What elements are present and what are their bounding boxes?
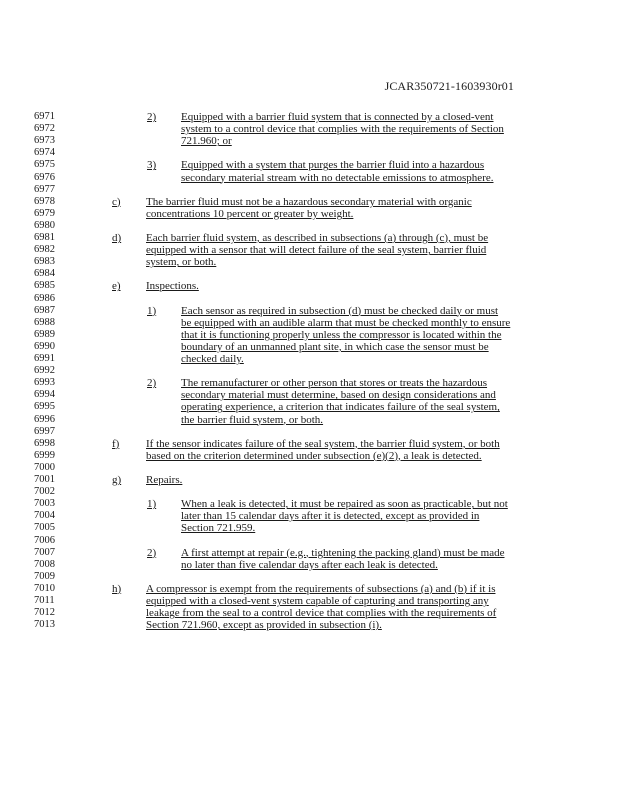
- paragraph-line: boundary of an unmanned plant site, in which case the sensor must be: [181, 340, 489, 353]
- line-number: 6984: [34, 268, 55, 280]
- paragraph-line: Section 721.960, except as provided in subsection (i).: [146, 619, 382, 632]
- paragraph-line: no later than five calendar days after each leak is detected.: [181, 558, 438, 571]
- paragraph-line: be equipped with an audible alarm that must be checked monthly to ensure: [181, 316, 511, 329]
- subsection-marker: 1): [147, 498, 157, 511]
- line-number: 6979: [34, 207, 55, 219]
- paragraph-line: Equipped with a system that purges the barrier fluid into a hazardous: [181, 159, 485, 172]
- line-number: 6972: [34, 123, 55, 135]
- paragraph-line: The barrier fluid must not be a hazardous secondary material with organic: [146, 195, 472, 208]
- line-number: 6996: [34, 413, 55, 425]
- line-number: 7006: [34, 534, 55, 546]
- line-number: 7004: [34, 510, 55, 522]
- line-number: 6987: [34, 304, 55, 316]
- paragraph-line: system, or both.: [146, 256, 217, 269]
- line-number: 6977: [34, 183, 55, 195]
- line-number: 6991: [34, 353, 55, 364]
- paragraph-line: based on the criterion determined under subsection (e)(2), a leak is detected.: [146, 449, 482, 462]
- subsection-marker: d): [112, 232, 122, 244]
- line-number: 7003: [34, 498, 55, 510]
- line-number: 7002: [34, 486, 55, 498]
- line-number: 7013: [34, 619, 55, 631]
- subsection-marker: 1): [147, 304, 157, 317]
- line-number: 6975: [34, 159, 55, 171]
- line-number: 6978: [34, 195, 55, 207]
- subsection-marker: 2): [147, 111, 157, 123]
- line-number: 6997: [34, 425, 55, 437]
- subsection-marker: f): [112, 437, 120, 450]
- paragraph-line: system to a control device that complies with the requirements of Section: [181, 123, 504, 136]
- line-number: 7011: [34, 595, 55, 606]
- subsection-marker: e): [112, 280, 121, 293]
- paragraph-line: Each sensor as required in subsection (d) must be checked daily or must: [181, 304, 499, 317]
- line-number: 6982: [34, 244, 55, 256]
- line-number: 6981: [34, 232, 55, 243]
- paragraph-line: 721.960; or: [181, 135, 232, 148]
- paragraph-line: operating experience, a criterion that indicates failure of the seal system,: [181, 401, 500, 414]
- paragraph-line: Inspections.: [146, 280, 199, 293]
- paragraph-line: A first attempt at repair (e.g., tightening the packing gland) must be made: [181, 546, 505, 559]
- line-number: 6995: [34, 401, 55, 413]
- line-number: 6980: [34, 219, 55, 231]
- paragraph-line: secondary material stream with no detectable emissions to atmosphere.: [181, 171, 494, 184]
- paragraph-line: Each barrier fluid system, as described in subsections (a) through (c), must be: [146, 232, 489, 244]
- line-number: 6989: [34, 328, 55, 340]
- line-number: 6983: [34, 256, 55, 268]
- paragraph-line: equipped with a closed-vent system capable of capturing and transporting any: [146, 595, 489, 607]
- line-number: 6993: [34, 377, 55, 389]
- subsection-marker: g): [112, 474, 122, 486]
- line-number: 6973: [34, 135, 55, 147]
- paragraph-line: The remanufacturer or other person that stores or treats the hazardous: [181, 377, 488, 390]
- line-number: 6994: [34, 389, 55, 401]
- paragraph-line: When a leak is detected, it must be repaired as soon as practicable, but not: [181, 498, 508, 511]
- line-number: 6986: [34, 292, 55, 304]
- paragraph-line: Equipped with a barrier fluid system that is connected by a closed-vent: [181, 111, 494, 123]
- paragraph-line: leakage from the seal to a control device that complies with the requirements of: [146, 607, 497, 620]
- paragraph-line: Repairs.: [146, 474, 183, 486]
- paragraph-line: A compressor is exempt from the requirements of subsections (a) and (b) if it is: [146, 582, 496, 595]
- line-number: 6971: [34, 111, 55, 122]
- paragraph-line: concentrations 10 percent or greater by weight.: [146, 207, 354, 220]
- line-number: 7009: [34, 570, 55, 582]
- line-number: 6990: [34, 340, 55, 352]
- line-number: 7000: [34, 461, 55, 473]
- line-number: 7008: [34, 558, 55, 570]
- line-number: 7001: [34, 474, 55, 485]
- line-number: 6998: [34, 437, 55, 449]
- subsection-marker: 2): [147, 546, 157, 559]
- line-number: 7012: [34, 607, 55, 619]
- document-id-header: JCAR350721-1603930r01: [384, 79, 514, 93]
- paragraph-line: Section 721.959.: [181, 522, 256, 535]
- line-number: 7010: [34, 582, 55, 594]
- subsection-marker: c): [112, 195, 121, 208]
- paragraph-line: that it is functioning properly unless the compressor is located within the: [181, 328, 502, 341]
- line-number: 6988: [34, 316, 55, 328]
- line-number: 6974: [34, 147, 55, 159]
- line-number: 7007: [34, 546, 55, 558]
- line-number: 6992: [34, 365, 55, 377]
- paragraph-line: later than 15 calendar days after it is detected, except as provided in: [181, 510, 480, 523]
- subsection-marker: h): [112, 582, 122, 595]
- line-number: 7005: [34, 522, 55, 534]
- line-number: 6999: [34, 449, 55, 461]
- paragraph-line: secondary material must determine, based on design considerations and: [181, 389, 496, 402]
- paragraph-line: checked daily.: [181, 353, 244, 365]
- paragraph-line: the barrier fluid system, or both.: [181, 413, 324, 426]
- line-number: 6985: [34, 280, 55, 292]
- line-number: 6976: [34, 171, 55, 183]
- subsection-marker: 2): [147, 377, 157, 390]
- subsection-marker: 3): [147, 159, 157, 172]
- paragraph-line: If the sensor indicates failure of the seal system, the barrier fluid system, or both: [146, 437, 500, 450]
- paragraph-line: equipped with a sensor that will detect failure of the seal system, barrier fluid: [146, 244, 487, 257]
